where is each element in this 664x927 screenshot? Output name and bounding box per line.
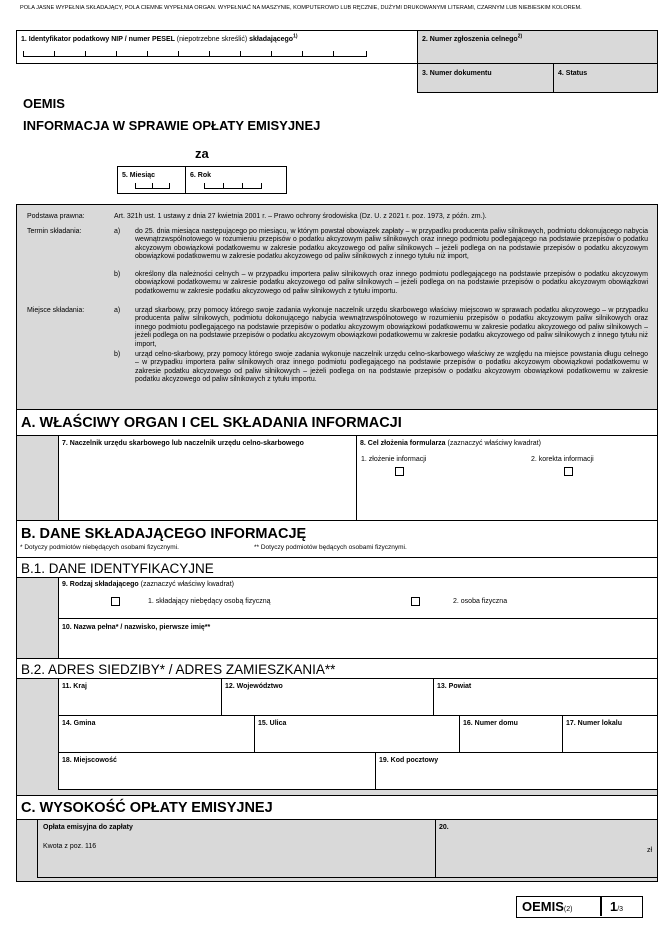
section-b-note-1: * Dotyczy podmiotów niebędących osobami fizycznymi.: [20, 544, 179, 551]
legal-place-b-letter: b): [114, 351, 121, 358]
field-20-label: 20.: [439, 824, 449, 831]
legal-deadline-b: określony dla należności celnych – w przypadku importera paliw silnikowych oraz innego podmiotu podlegającego na podstawie przepisów o podatku akcyzowym obowiązkowi podatkowemu w zakresie podatku akcyzowego od paliw silnikowych – jeżeli podlega on na podstawie przepisów o podatku akcyzowym obowiązkowi podatkowemu w zakresie podatku akcyzowego od paliw silnikowych z tytułu importu.: [135, 271, 648, 295]
top-instruction: POLA JASNE WYPEŁNIA SKŁADAJĄCY, POLA CIEMNE WYPEŁNIA ORGAN. WYPEŁNIAĆ NA MASZYNIE, KOMPUTEROWO LUB RĘCZNIE, DUŻYMI DRUKOWANYMI LITERAMI, CZARNYM LUB NIEBIESKIM KOLOREM.: [20, 5, 582, 11]
field-15-street[interactable]: [254, 715, 460, 753]
legal-deadline-a: do 25. dnia miesiąca następującego po miesiącu, w którym powstał obowiązek zapłaty – w przypadku producenta paliw silnikowych, podmiotu dokonującego nabycia wewnątrzwspólnotowego w rozumieniu przepisów o podatku akcyzowym paliw silnikowych oraz innego podmiotu podlegającego na podstawie przepisów o podatku akcyzowym obowiązkowi podatkowemu w zakresie podatku akcyzowego od paliw silnikowych – jeżeli podlega on na podstawie przepisów o podatku akcyzowym obowiązkowi podatkowemu w zakresie podatku akcyzowego od paliw silnikowych z innego tytułu niż import,: [135, 228, 648, 261]
field-10-label: 10. Nazwa pełna* / nazwisko, pierwsze imię**: [62, 624, 211, 631]
submitter-legal-entity-checkbox[interactable]: [111, 597, 120, 606]
field-17-apartment-number[interactable]: [562, 715, 658, 753]
section-a-header: [16, 409, 658, 436]
field-6-year[interactable]: [185, 166, 287, 194]
field-20-emission-fee: [435, 819, 658, 878]
field-13-county[interactable]: [433, 678, 658, 716]
field-1-tail: składającego: [249, 36, 294, 43]
legal-place-key: Miejsce składania:: [27, 307, 85, 314]
submitter-natural-person-label: 2. osoba fizyczna: [453, 598, 508, 605]
field-13-label: 13. Powiat: [437, 683, 472, 690]
section-b2-header: [16, 658, 658, 679]
field-2-customs: [417, 30, 658, 64]
footer-page-total: /3: [617, 906, 624, 913]
legal-deadline-key: Termin składania:: [27, 228, 82, 235]
option-correction-checkbox[interactable]: [564, 467, 573, 476]
field-9-label: 9. Rodzaj składającego: [62, 581, 139, 588]
footer-form-code-box: [516, 896, 643, 918]
field-7-label: 7. Naczelnik urzędu skarbowego lub naczelnik urzędu celno-skarbowego: [62, 440, 304, 447]
field-19-label: 19. Kod pocztowy: [379, 757, 439, 764]
submitter-natural-person-checkbox[interactable]: [411, 597, 420, 606]
field-4-status: [553, 63, 658, 93]
field-16-label: 16. Numer domu: [463, 720, 518, 727]
za-label: za: [195, 146, 209, 161]
field-7-tax-office[interactable]: [58, 435, 357, 521]
field-6-label: 6. Rok: [190, 172, 212, 179]
field-11-label: 11. Kraj: [62, 683, 87, 690]
form-title: INFORMACJA W SPRAWIE OPŁATY EMISYJNEJ: [23, 118, 321, 133]
field-12-voivodeship[interactable]: [221, 678, 434, 716]
section-b-title: B. DANE SKŁADAJĄCEGO INFORMACJĘ: [21, 526, 307, 542]
field-2-sup: 2): [517, 33, 523, 40]
field-9-note: (zaznaczyć właściwy kwadrat): [140, 581, 234, 588]
form-code: OEMIS: [23, 96, 65, 111]
emission-fee-label-cell: [37, 819, 436, 878]
section-b-note-2: ** Dotyczy podmiotów będących osobami fizycznymi.: [254, 544, 407, 551]
section-b1-header: [16, 557, 658, 578]
field-20-unit: zł: [646, 847, 652, 854]
field-3-label: 3. Numer dokumentu: [422, 70, 492, 77]
option-correction-label: 2. korekta informacji: [531, 456, 594, 463]
field-8-label: 8. Cel złożenia formularza: [360, 440, 446, 447]
footer-divider: [600, 897, 602, 916]
footer-form-version: (2): [563, 906, 573, 913]
legal-basis-key: Podstawa prawna:: [27, 213, 85, 220]
legal-place-a-letter: a): [114, 307, 121, 314]
emission-fee-label: Opłata emisyjna do zapłaty: [43, 824, 133, 831]
field-3-document-number: [417, 63, 554, 93]
field-18-city[interactable]: [58, 752, 376, 790]
field-17-label: 17. Numer lokalu: [566, 720, 623, 727]
field-9-submitter-type: [58, 577, 658, 619]
legal-block: [27, 213, 653, 409]
field-1-note: (niepotrzebne skreślić): [176, 36, 248, 43]
field-8-purpose: [356, 435, 658, 521]
field-5-label: 5. Miesiąc: [122, 172, 156, 179]
option-submission-checkbox[interactable]: [395, 467, 404, 476]
section-c-header: [16, 795, 658, 820]
field-10-name[interactable]: [58, 618, 658, 659]
legal-place-b: urząd celno-skarbowy, przy pomocy którego swoje zadania wykonuje naczelnik urzędu celno-skarbowego właściwy ze względu na miejsce powstania długu celnego – w przypadku importera paliw silnikowych oraz innego podmiotu podlegającego na podstawie przepisów o podatku akcyzowym obowiązkowi podatkowemu w zakresie podatku akcyzowego od paliw silnikowych – jeżeli podlega on na podstawie przepisów o podatku akcyzowym obowiązkowi podatkowemu w zakresie podatku akcyzowego od paliw silnikowych z tytułu importu.: [135, 351, 648, 384]
field-5-month[interactable]: [117, 166, 186, 194]
field-2-label: 2. Numer zgłoszenia celnego: [422, 36, 518, 43]
field-14-commune[interactable]: [58, 715, 255, 753]
legal-basis-text: Art. 321h ust. 1 ustawy z dnia 27 kwietnia 2001 r. – Prawo ochrony środowiska (Dz. U. z 2021 r. poz. 1973, z późn. zm.).: [114, 213, 487, 220]
field-14-label: 14. Gmina: [62, 720, 96, 727]
field-19-postal-code[interactable]: [375, 752, 658, 790]
submitter-legal-entity-label: 1. składający niebędący osobą fizyczną: [148, 598, 271, 605]
option-submission-label: 1. złożenie informacji: [361, 456, 427, 463]
footer-page-number: 1: [610, 899, 618, 914]
field-1-label: 1. Identyfikator podatkowy NIP / numer PESEL: [21, 36, 175, 43]
field-18-label: 18. Miejscowość: [62, 757, 117, 764]
emission-fee-source: Kwota z poz. 116: [43, 843, 97, 850]
section-c-title: C. WYSOKOŚĆ OPŁATY EMISYJNEJ: [21, 800, 273, 816]
field-15-label: 15. Ulica: [258, 720, 287, 727]
footer-form-code: OEMIS: [522, 899, 564, 914]
section-a-title: A. WŁAŚCIWY ORGAN I CEL SKŁADANIA INFORMACJI: [21, 415, 402, 431]
section-b1-title: B.1. DANE IDENTYFIKACYJNE: [21, 561, 214, 576]
field-1-combs: [23, 51, 367, 57]
field-4-label: 4. Status: [558, 70, 588, 77]
section-b-header: [16, 520, 658, 558]
section-b2-title: B.2. ADRES SIEDZIBY* / ADRES ZAMIESZKANIA**: [21, 662, 336, 677]
field-8-note: (zaznaczyć właściwy kwadrat): [447, 440, 541, 447]
field-12-label: 12. Województwo: [225, 683, 283, 690]
legal-place-a: urząd skarbowy, przy pomocy którego swoje zadania wykonuje naczelnik urzędu skarbowego właściwy miejscowo w sprawach podatku akcyzowego – w przypadku producenta paliw silnikowych, podmiotu dokonującego nabycia wewnątrzwspólnotowego w rozumieniu przepisów o podatku akcyzowym paliw silnikowych oraz innego podmiotu podlegającego na podstawie przepisów o podatku akcyzowym obowiązkowi podatkowemu w zakresie podatku akcyzowego od paliw silnikowych – jeżeli podlega on na podstawie przepisów o podatku akcyzowym obowiązkowi podatkowemu w zakresie podatku akcyzowego od paliw silnikowych z innego tytułu niż import,: [135, 307, 648, 348]
field-1-identifier[interactable]: [16, 30, 418, 64]
field-16-house-number[interactable]: [459, 715, 563, 753]
legal-deadline-b-letter: b): [114, 271, 121, 278]
field-1-sup: 1): [293, 33, 298, 40]
field-11-country[interactable]: [58, 678, 222, 716]
legal-deadline-a-letter: a): [114, 228, 121, 235]
